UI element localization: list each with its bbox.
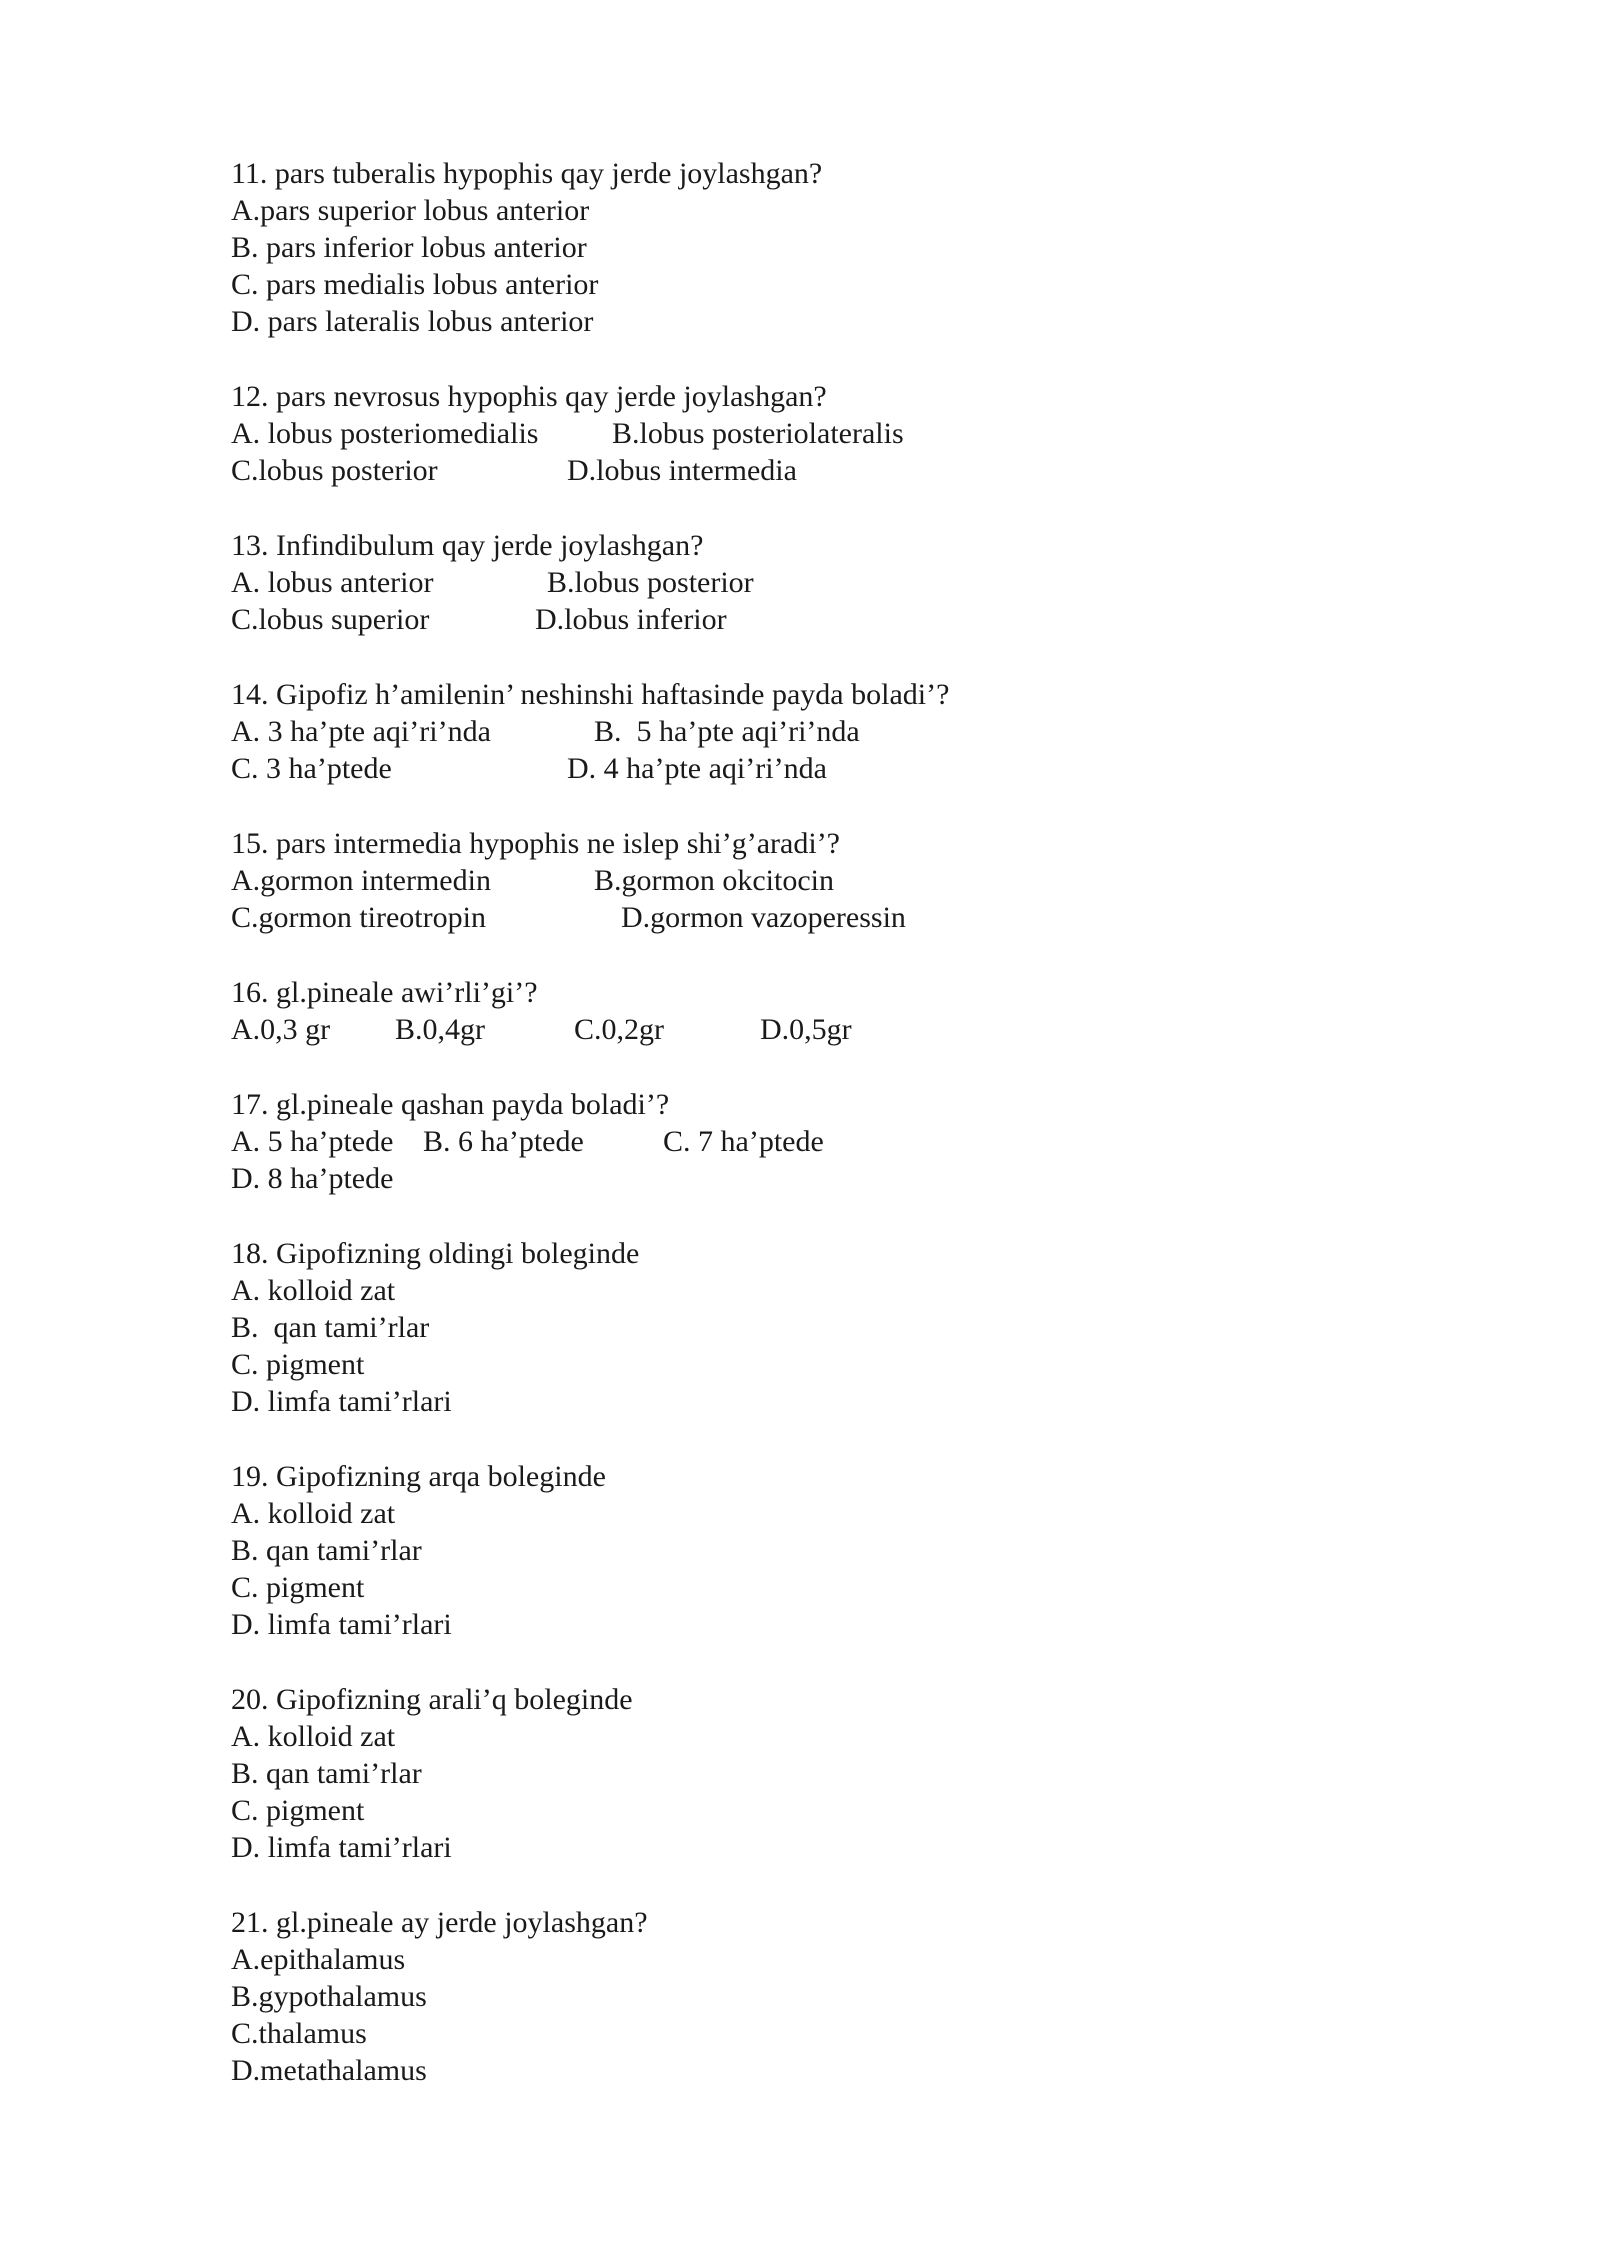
- question-15-option-b: B.gormon okcitocin: [594, 864, 834, 897]
- question-14-options-row-1: [231, 713, 860, 750]
- question-16-option-a: A.0,3 gr: [231, 1013, 331, 1046]
- question-16-option-b: B.0,4gr: [395, 1013, 485, 1046]
- question-12-option-d: D.lobus intermedia: [567, 454, 797, 487]
- question-18-option-c: C. pigment: [231, 1348, 365, 1381]
- question-20-option-d: D. limfa tami’rlari: [231, 1831, 452, 1864]
- question-14-option-a: A. 3 ha’pte aqi’ri’nda: [231, 715, 491, 748]
- question-12-option-c: C.lobus posterior: [231, 454, 438, 487]
- question-20-option-c: C. pigment: [231, 1794, 365, 1827]
- question-13-option-b: B.lobus posterior: [547, 566, 754, 599]
- question-19-text: 19. Gipofizning arqa boleginde: [231, 1460, 606, 1493]
- question-18-option-b: B. qan tami’rlar: [231, 1311, 430, 1344]
- question-19-option-c: C. pigment: [231, 1571, 365, 1604]
- question-21-option-d: D.metathalamus: [231, 2054, 427, 2087]
- question-12-option-b: B.lobus posteriolateralis: [612, 417, 904, 450]
- question-17-option-d: D. 8 ha’ptede: [231, 1162, 394, 1195]
- question-14-option-b: B. 5 ha’pte aqi’ri’nda: [594, 715, 860, 748]
- question-15-options-row-1: [231, 862, 834, 899]
- question-11-option-b: B. pars inferior lobus anterior: [231, 231, 587, 264]
- question-18-option-a: A. kolloid zat: [231, 1274, 396, 1307]
- question-12-options-row-2: [231, 452, 797, 489]
- question-16-option-c: C.0,2gr: [574, 1013, 664, 1046]
- question-19-option-b: B. qan tami’rlar: [231, 1534, 422, 1567]
- question-16-options-row-1: [231, 1011, 852, 1048]
- question-18-text: 18. Gipofizning oldingi boleginde: [231, 1237, 640, 1270]
- question-12-text: 12. pars nevrosus hypophis qay jerde joylashgan?: [231, 380, 827, 413]
- question-20-text: 20. Gipofizning arali’q boleginde: [231, 1683, 633, 1716]
- question-17-option-c: C. 7 ha’ptede: [663, 1125, 824, 1158]
- question-11-option-a: A.pars superior lobus anterior: [231, 194, 590, 227]
- question-16-option-d: D.0,5gr: [760, 1013, 852, 1046]
- question-11-option-c: C. pars medialis lobus anterior: [231, 268, 599, 301]
- question-15-options-row-2: [231, 899, 906, 936]
- question-17-option-a: A. 5 ha’ptede: [231, 1125, 394, 1158]
- question-13-option-d: D.lobus inferior: [535, 603, 727, 636]
- question-19-option-d: D. limfa tami’rlari: [231, 1608, 452, 1641]
- question-20-option-a: A. kolloid zat: [231, 1720, 396, 1753]
- question-13-option-a: A. lobus anterior: [231, 566, 434, 599]
- question-17-option-b: B. 6 ha’ptede: [423, 1125, 584, 1158]
- question-18-option-d: D. limfa tami’rlari: [231, 1385, 452, 1418]
- question-15-option-c: C.gormon tireotropin: [231, 901, 486, 934]
- question-13-text: 13. Infindibulum qay jerde joylashgan?: [231, 529, 704, 562]
- question-13-options-row-2: [231, 601, 727, 638]
- question-17-options-row-1: [231, 1123, 824, 1160]
- question-21-option-a: A.epithalamus: [231, 1943, 406, 1976]
- question-12-option-a: A. lobus posteriomedialis: [231, 417, 539, 450]
- question-14-option-c: C. 3 ha’ptede: [231, 752, 392, 785]
- question-20-option-b: B. qan tami’rlar: [231, 1757, 422, 1790]
- question-15-text: 15. pars intermedia hypophis ne islep shi’g’aradi’?: [231, 827, 840, 860]
- question-21-option-c: C.thalamus: [231, 2017, 367, 2050]
- question-12-options-row-1: [231, 415, 904, 452]
- question-21-option-b: B.gypothalamus: [231, 1980, 427, 2013]
- question-16-text: 16. gl.pineale awi’rli’gi’?: [231, 976, 538, 1009]
- question-15-option-a: A.gormon intermedin: [231, 864, 491, 897]
- question-13-options-row-1: [231, 564, 754, 601]
- question-21-text: 21. gl.pineale ay jerde joylashgan?: [231, 1906, 648, 1939]
- question-15-option-d: D.gormon vazoperessin: [621, 901, 906, 934]
- question-13-option-c: C.lobus superior: [231, 603, 430, 636]
- question-11-option-d: D. pars lateralis lobus anterior: [231, 305, 594, 338]
- question-14-text: 14. Gipofiz h’amilenin’ neshinshi haftasinde payda boladi’?: [231, 678, 950, 711]
- question-11-text: 11. pars tuberalis hypophis qay jerde joylashgan?: [231, 157, 823, 190]
- question-17-text: 17. gl.pineale qashan payda boladi’?: [231, 1088, 670, 1121]
- question-19-option-a: A. kolloid zat: [231, 1497, 396, 1530]
- question-14-options-row-2: [231, 750, 827, 787]
- question-14-option-d: D. 4 ha’pte aqi’ri’nda: [567, 752, 827, 785]
